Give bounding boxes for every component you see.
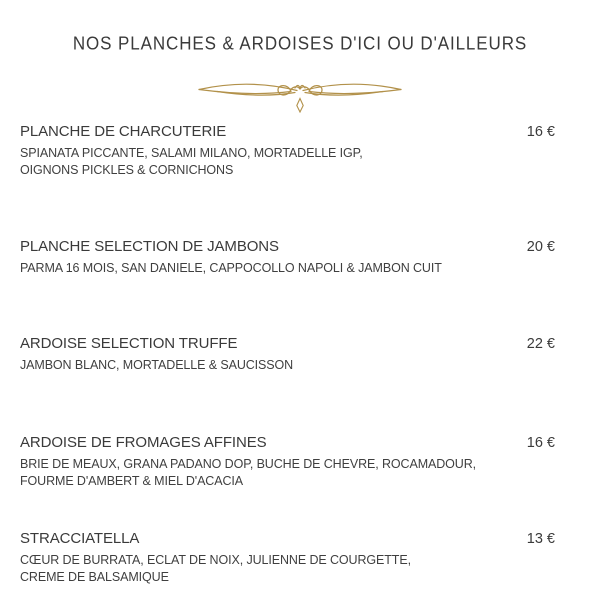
- item-title-row: [20, 529, 555, 549]
- item-name: PLANCHE DE CHARCUTERIE: [20, 123, 227, 140]
- item-title-row: [20, 122, 555, 142]
- gold-flourish-icon: [195, 77, 405, 113]
- item-desc-line: FOURME D'AMBERT & MIEL D'ACACIA: [20, 474, 244, 488]
- item-price: 16 €: [526, 124, 555, 140]
- item-desc-line: PARMA 16 MOIS, SAN DANIELE, CAPPOCOLLO NAPOLI & JAMBON CUIT: [20, 261, 442, 275]
- divider-row: [0, 77, 600, 113]
- menu-list: [0, 122, 600, 586]
- item-name: STRACCIATELLA: [20, 530, 140, 547]
- item-price: 20 €: [526, 239, 555, 255]
- item-desc-line: SPIANATA PICCANTE, SALAMI MILANO, MORTADELLE IGP,: [20, 146, 363, 160]
- item-name: ARDOISE DE FROMAGES AFFINES: [20, 434, 267, 451]
- menu-item-planche-selection-de-jambons: [20, 237, 555, 277]
- menu-item-ardoise-de-fromages-affines: [20, 433, 555, 490]
- item-desc-line: OIGNONS PICKLES & CORNICHONS: [20, 163, 234, 177]
- item-desc-line: CREME DE BALSAMIQUE: [20, 570, 169, 584]
- page-title: NOS PLANCHES & ARDOISES D'ICI OU D'AILLEURS: [72, 33, 528, 54]
- item-name: ARDOISE SELECTION TRUFFE: [20, 335, 238, 352]
- menu-item-stracciatella: [20, 529, 555, 586]
- item-name: PLANCHE SELECTION DE JAMBONS: [20, 238, 279, 255]
- menu-item-planche-de-charcuterie: [20, 122, 555, 179]
- item-price: 22 €: [526, 336, 555, 352]
- item-title-row: [20, 334, 555, 354]
- item-price: 13 €: [526, 531, 555, 547]
- item-desc-line: JAMBON BLANC, MORTADELLE & SAUCISSON: [20, 358, 294, 372]
- item-price: 16 €: [526, 435, 555, 451]
- item-title-row: [20, 433, 555, 453]
- menu-item-ardoise-selection-truffe: [20, 334, 555, 374]
- item-desc-line: BRIE DE MEAUX, GRANA PADANO DOP, BUCHE DE CHEVRE, ROCAMADOUR,: [20, 457, 477, 471]
- item-title-row: [20, 237, 555, 257]
- item-desc-line: CŒUR DE BURRATA, ECLAT DE NOIX, JULIENNE DE COURGETTE,: [20, 553, 411, 567]
